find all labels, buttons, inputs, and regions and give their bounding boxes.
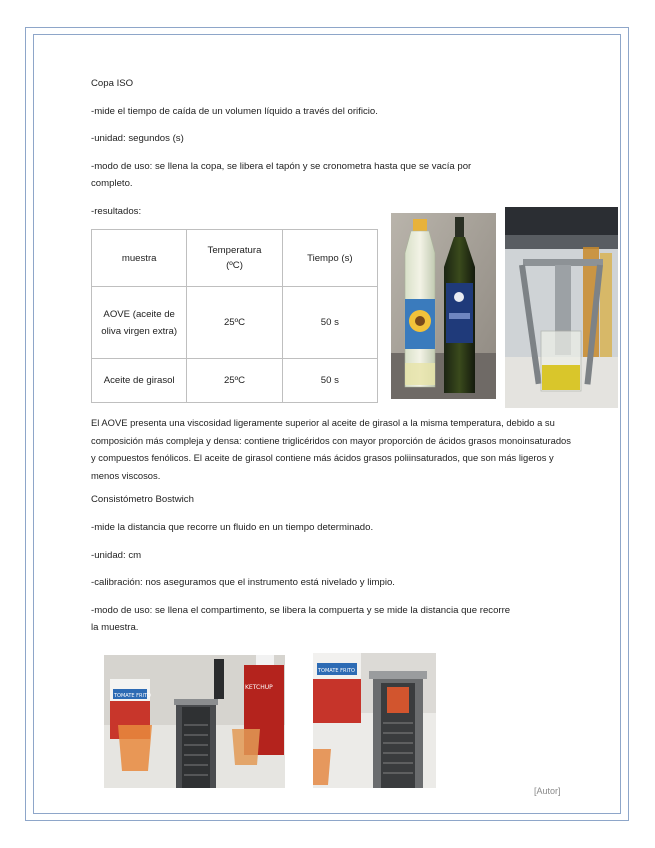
table-cell-temperatura: 25ºC bbox=[187, 359, 282, 403]
photo-bostwich-ketchup bbox=[104, 655, 285, 788]
table-row bbox=[92, 359, 378, 403]
section-title-bostwich: Consistómetro Bostwich bbox=[91, 494, 194, 505]
table-header-tiempo: Tiempo (s) bbox=[282, 230, 377, 287]
ketchup-bottle-label: KETCHUP bbox=[245, 684, 273, 691]
table-row bbox=[92, 287, 378, 359]
results-table bbox=[91, 229, 378, 403]
table-cell-muestra: Aceite de girasol bbox=[92, 359, 187, 403]
bostwich-usage-line1: -modo de uso: se llena el compartimento, se libera la compuerta y se mide la distancia que recorre bbox=[91, 605, 511, 616]
table-cell-muestra-text: AOVE (aceite de oliva virgen extra) bbox=[101, 308, 178, 337]
photo-bostwich-tomate bbox=[313, 653, 436, 788]
table-header-temperatura bbox=[187, 230, 282, 287]
viscosity-comparison-paragraph: El AOVE presenta una viscosidad ligeramente superior al aceite de girasol a la misma temperatura, debido a su composición más compleja y densa: contiene triglicéridos con mayor proporción de ácidos grasos monoinsaturados y compuestos fenólicos. El aceite de girasol contiene más ácidos grasos poliinsaturados, que son más ligeros y menos viscosos. bbox=[91, 417, 571, 481]
bostwich-usage-line2: la muestra. bbox=[91, 622, 139, 633]
photo-iso-cup bbox=[505, 207, 618, 408]
table-cell-tiempo: 50 s bbox=[282, 287, 377, 359]
copa-iso-usage-line1: -modo de uso: se llena la copa, se libera el tapón y se cronometra hasta que se vacía por bbox=[91, 161, 472, 172]
tomate-box-label-2: TOMATE FRITO bbox=[318, 668, 355, 674]
table-cell-muestra bbox=[92, 287, 187, 359]
author-placeholder: [Autor] bbox=[534, 786, 561, 796]
photo-oil-bottles bbox=[391, 213, 496, 399]
copa-iso-usage-line2: completo. bbox=[91, 178, 133, 189]
copa-iso-description: -mide el tiempo de caída de un volumen líquido a través del orificio. bbox=[91, 106, 378, 117]
table-cell-tiempo: 50 s bbox=[282, 359, 377, 403]
copa-iso-results-label: -resultados: bbox=[91, 206, 142, 217]
tomate-box-label: TOMATE FRITO bbox=[114, 693, 151, 699]
bostwich-unit: -unidad: cm bbox=[91, 550, 142, 561]
table-header-muestra: muestra bbox=[92, 230, 187, 287]
table-cell-temperatura: 25ºC bbox=[187, 287, 282, 359]
bostwich-description: -mide la distancia que recorre un fluido en un tiempo determinado. bbox=[91, 522, 374, 533]
copa-iso-unit: -unidad: segundos (s) bbox=[91, 133, 184, 144]
section-title-copa-iso: Copa ISO bbox=[91, 78, 134, 89]
table-header-row bbox=[92, 230, 378, 287]
table-header-temperatura-text: Temperatura (ºC) bbox=[207, 245, 262, 271]
bostwich-calibration: -calibración: nos aseguramos que el instrumento está nivelado y limpio. bbox=[91, 577, 395, 588]
